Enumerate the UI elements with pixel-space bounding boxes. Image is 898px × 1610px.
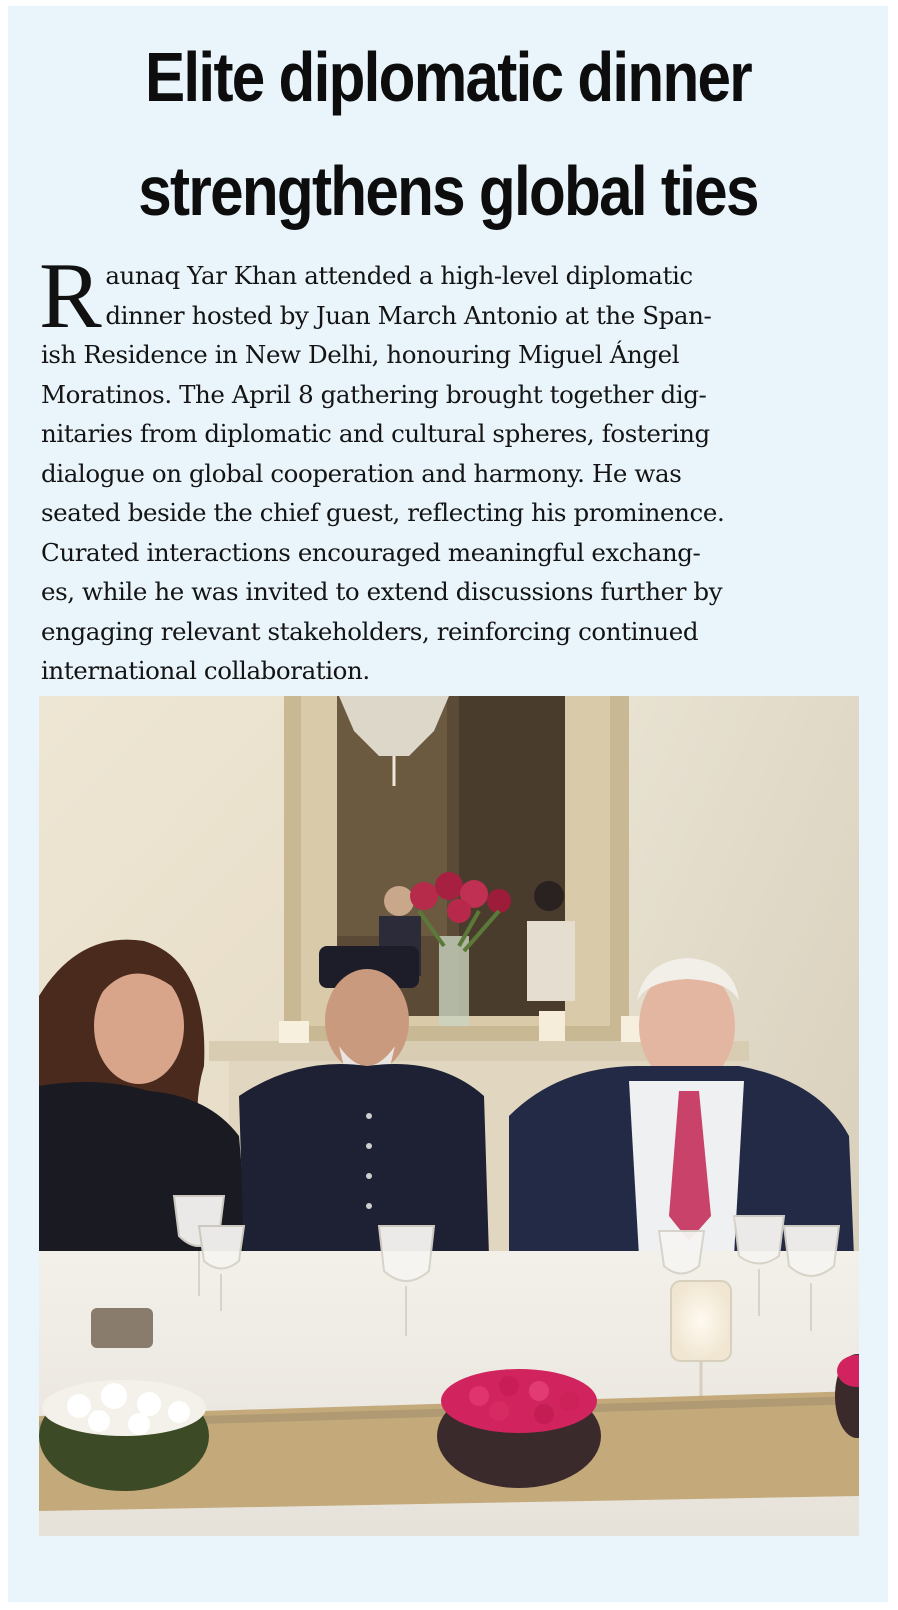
body-line: dinner hosted by Juan March Antonio at the Span- [105, 300, 712, 330]
drop-cap: R [39, 244, 102, 348]
body-line: dialogue on global cooperation and harmony. He was [41, 458, 682, 488]
body-line: aunaq Yar Khan attended a high-level diplomatic [105, 261, 693, 290]
headline [70, 20, 827, 248]
body-line: Moratinos. The April 8 gathering brought together dig- [41, 379, 707, 409]
pink-rose-bowl [437, 1369, 601, 1488]
body-line: es, while he was invited to extend discussions further by [41, 577, 723, 606]
phone-on-table [91, 1308, 153, 1348]
newspaper-clipping [8, 6, 888, 1602]
body-line: engaging relevant stakeholders, reinforcing continued [41, 616, 699, 646]
dinner-photo [39, 696, 859, 1536]
headline-line-2: strengthens global ties [138, 152, 758, 230]
body-line: seated beside the chief guest, reflecting his prominence. [41, 498, 725, 527]
body-line: nitaries from diplomatic and cultural spheres, fostering [41, 419, 710, 448]
body-line: international collaboration. [41, 656, 370, 685]
white-flower-bowl [39, 1380, 209, 1491]
body-line: Curated interactions encouraged meaningful exchang- [41, 537, 701, 567]
headline-line-1: Elite diplomatic dinner [144, 38, 752, 116]
dinner-photo-illustration [39, 696, 859, 1536]
article-body [39, 244, 851, 691]
body-line: ish Residence in New Delhi, honouring Miguel Ángel [41, 340, 680, 369]
